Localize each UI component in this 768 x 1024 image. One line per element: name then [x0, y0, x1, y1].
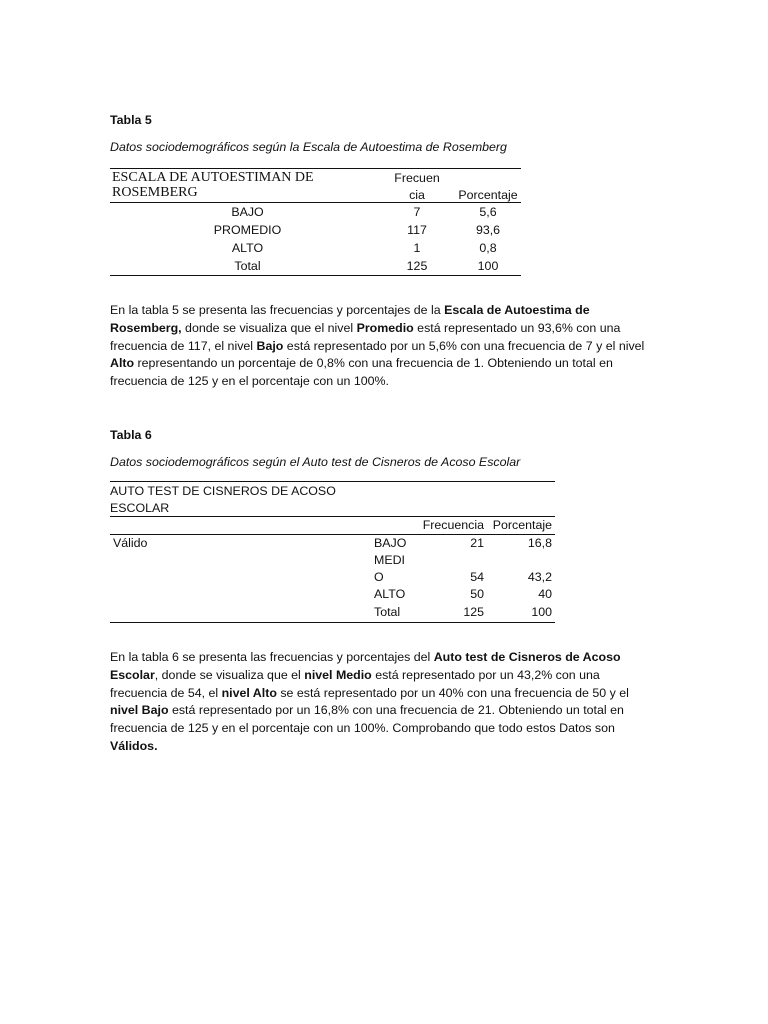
text-run: está representado por un 43,2% con una frecuencia de 54, el — [110, 667, 600, 700]
row-percentage: 5,6 — [479, 205, 497, 219]
row-level: BAJO — [231, 205, 264, 219]
row-frequency: 117 — [407, 223, 427, 237]
table6-bottom-rule — [110, 622, 555, 623]
row-frequency: 54 — [470, 570, 484, 584]
row-level: PROMEDIO — [213, 223, 282, 237]
bold-run: Escala de Autoestima de Rosemberg, — [110, 303, 590, 335]
row-level: BAJO — [374, 536, 407, 550]
table6-header-percentage: Porcentaje — [492, 518, 552, 532]
bold-run: Bajo — [256, 338, 284, 353]
bold-run: Válidos. — [110, 738, 158, 753]
table5-header-frequency: Frecuencia — [394, 171, 440, 202]
bold-run: Alto — [110, 356, 135, 371]
text-run: representando un porcentaje de 0,8% con una frecuencia de 1. Obteniendo un total en frecuencia de 125 y en el porcentaje con un 100%. — [110, 356, 613, 389]
row-percentage: 43,2 — [527, 570, 552, 584]
table6-description — [110, 649, 655, 756]
table5-description — [110, 302, 655, 391]
text-run: En la tabla 6 se presenta las frecuencias y porcentajes del — [110, 650, 434, 664]
row-frequency: 21 — [470, 536, 484, 550]
row-frequency: 1 — [413, 241, 421, 255]
bold-run: Auto test de Cisneros de Acoso Escolar — [110, 650, 621, 682]
row-percentage: 40 — [538, 587, 552, 601]
table6 — [110, 481, 555, 623]
text-run: , donde se visualiza que el — [154, 667, 305, 682]
row-percentage: 0,8 — [479, 241, 497, 255]
text-run: está representado por un 16,8% con una frecuencia de 21. Obteniendo un total en frecuencia de 125 y en el porcentaje con un 100%. Comprobando que todo estos Datos son — [110, 703, 624, 736]
table5-title: Tabla 5 — [110, 113, 152, 127]
table-row-total — [110, 257, 521, 275]
table-row — [110, 203, 521, 221]
table-row — [110, 221, 521, 239]
row-percentage: 100 — [477, 259, 499, 273]
row-frequency: 50 — [470, 587, 484, 601]
row-percentage: 93,6 — [475, 223, 501, 237]
text-run: donde se visualiza que el nivel — [181, 320, 357, 335]
row-level: Total — [234, 259, 261, 273]
table6-subtitle: Datos sociodemográficos según el Auto test de Cisneros de Acoso Escolar — [110, 455, 521, 469]
row-frequency: 7 — [413, 205, 421, 219]
table5-bottom-rule — [110, 275, 521, 276]
table6-title: Tabla 6 — [110, 428, 152, 442]
row-level: MEDIO — [374, 553, 405, 584]
row-level: Total — [374, 605, 401, 619]
text-run: En la tabla 5 se presenta las frecuencias y porcentajes de la — [110, 303, 445, 317]
text-run: está representado por un 5,6% con una frecuencia de 7 y el nivel — [283, 338, 645, 353]
bold-run: nivel Medio — [304, 667, 372, 682]
table6-header-frequency: Frecuencia — [422, 518, 484, 532]
bold-run: Promedio — [356, 320, 414, 335]
valid-label: Válido — [113, 536, 148, 550]
row-percentage: 100 — [531, 605, 552, 619]
bold-run: nivel Bajo — [110, 703, 169, 718]
text-run: se está representado por un 40% con una frecuencia de 50 y el — [276, 685, 629, 700]
row-level: ALTO — [231, 241, 264, 255]
row-level: ALTO — [374, 587, 406, 601]
table6-header-test: AUTO TEST DE CISNEROS DE ACOSO ESCOLAR — [110, 484, 336, 515]
table5-header-scale: ESCALA DE AUTOESTIMAN DE ROSEMBERG — [112, 170, 314, 200]
table5-subtitle: Datos sociodemográficos según la Escala de Autoestima de Rosemberg — [110, 140, 507, 154]
bold-run: nivel Alto — [221, 685, 277, 700]
table6-top-rule — [110, 481, 555, 482]
table5-header-percentage: Porcentaje — [458, 188, 518, 202]
table5-top-rule — [110, 168, 521, 169]
row-frequency: 125 — [463, 605, 484, 619]
row-percentage: 16,8 — [527, 536, 552, 550]
table5 — [110, 168, 521, 276]
table-row — [110, 239, 521, 257]
text-run: está representado un 93,6% con una frecuencia de 117, el nivel — [110, 320, 621, 353]
row-frequency: 125 — [406, 259, 428, 273]
